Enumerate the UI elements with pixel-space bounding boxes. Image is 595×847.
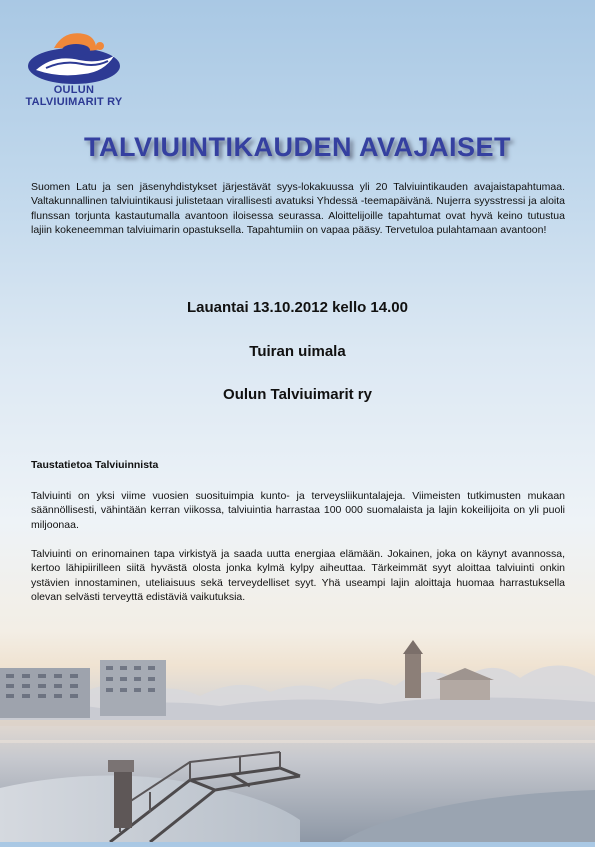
logo xyxy=(24,26,124,110)
logo-text-line2: TALVIUIMARIT RY xyxy=(25,96,123,108)
event-datetime: Lauantai 13.10.2012 kello 14.00 xyxy=(187,299,408,316)
logo-text-line1: OULUN xyxy=(53,84,95,96)
seal-with-hat-logo-icon xyxy=(24,26,124,86)
page-title: TALVIUINTIKAUDEN AVAJAISET xyxy=(83,132,511,162)
background-heading: Taustatietoa Talviuinnista xyxy=(31,459,159,471)
background-paragraph-1: Talviuinti on yksi viime vuosien suosituimpia kunto- ja terveysliikuntalajeja. Viimeisten tutkimusten mukaan säännöllisesti, vähintään kerran viikossa, talviuintia harrastaa 100 000 suomalaista ja lajin kokeilijoita on yli puoli miljoonaa. xyxy=(31,490,565,531)
intro-paragraph: Suomen Latu ja sen jäsenyhdistykset järjestävät syys-lokakuussa yli 20 Talviuintikauden avajaistapahtumaa. Valtakunnallinen talviuintikausi julistetaan virallisesti avatuksi Yhdessä -teemapäivänä. Nujerra syysstressi ja aloita flunssan torjunta kastautumalla avantoon iloisessa seurassa. Aloittelijoille tapahtumat ovat hyvä keino tutustua lajiin kokeneemman talviuimarin opastuksella. Tapahtumiin on vapaa pääsy. Tervetuloa pulahtamaan avantoon! xyxy=(31,181,565,237)
frozen-lake-photo-icon xyxy=(0,620,595,842)
event-organizer: Oulun Talviuimarit ry xyxy=(223,386,372,403)
background-paragraph-2: Talviuinti on erinomainen tapa virkistyä ja saada uutta energiaa elämään. Jokainen, joka on käynyt avannossa, kertoo lähipiirilleen siitä hyvästä olosta jonka kylmä kylpy aiheuttaa. Tärkeimmät syyt aloittaa talviuinti onkin ystävien innostaminen, uteliaisuus sekä terveydelliset syyt. Yhä useampi lajin aloittaja huomaa harrastuksella olevan selvästi terveyttä edistäviä vaikutuksia. xyxy=(31,548,565,604)
event-place: Tuiran uimala xyxy=(249,343,346,360)
